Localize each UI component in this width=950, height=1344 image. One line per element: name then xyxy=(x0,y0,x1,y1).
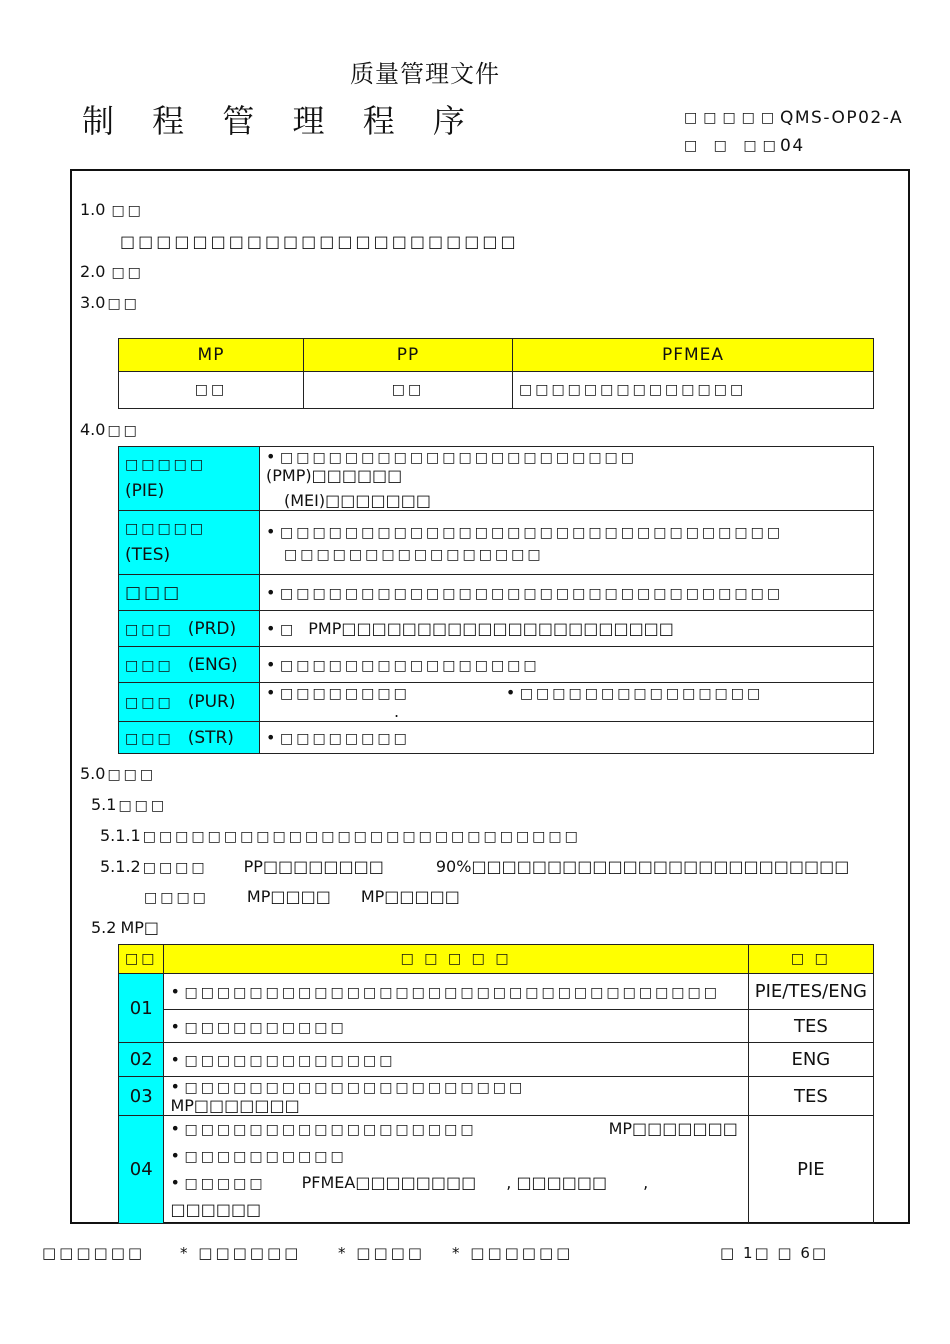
bullet-icon: • xyxy=(170,1016,180,1036)
step-owner: ENG xyxy=(748,1043,873,1077)
duty-text: □□□□□□□□ xyxy=(280,686,410,702)
role-code: (STR) xyxy=(187,727,234,748)
table-row xyxy=(119,447,874,511)
subsection-5-2-heading xyxy=(91,918,159,937)
duty-cell xyxy=(260,683,874,722)
duty-cell xyxy=(260,575,874,611)
footer-note-2: * □□□□□□ xyxy=(180,1244,302,1262)
duty-cell xyxy=(260,447,874,511)
step-text: □□□□□□□□□□□□□□□□□□ xyxy=(184,1122,477,1138)
bullet-icon: • xyxy=(170,1173,180,1192)
bullet-icon: • xyxy=(266,619,276,638)
section-5-heading xyxy=(80,764,156,783)
section-4-heading xyxy=(80,420,140,439)
table-header-row xyxy=(119,945,874,974)
step-text: , □□□□□□ xyxy=(506,1173,608,1192)
table-row xyxy=(119,1077,874,1116)
bullet-icon: • xyxy=(505,683,516,702)
duty-cell xyxy=(260,647,874,683)
doc-number: QMS-OP02-A xyxy=(780,108,904,128)
role-cell: □□□ xyxy=(119,575,260,611)
duty-text: □□□□□□□□ xyxy=(280,731,410,747)
table-header-cell: MP xyxy=(119,339,304,372)
definitions-table xyxy=(118,338,874,409)
section-number: 2.0 xyxy=(80,262,106,281)
paragraph-text: □□□□ xyxy=(142,860,208,876)
footer-note-1: □□□□□□ xyxy=(42,1244,146,1262)
table-row xyxy=(119,372,874,409)
mp-table xyxy=(118,944,874,1224)
bullet-icon: • xyxy=(170,1050,180,1069)
table-cell: □□ xyxy=(304,372,513,409)
step-text: MP□□□□□□□ xyxy=(608,1119,738,1138)
duty-text: □□□□□□□□□□□□□□□□ xyxy=(280,658,540,674)
section-title: □□ xyxy=(107,296,140,312)
bullet-icon: • xyxy=(170,1119,180,1138)
duty-cell xyxy=(260,722,874,754)
footer-note-3: * □□□□ xyxy=(338,1244,425,1262)
section-title: □□□ xyxy=(118,798,168,814)
step-text: □□□□□□□□□□□□□ xyxy=(184,1053,396,1069)
step-text: □□□□□ xyxy=(184,1176,266,1192)
bullet-icon: • xyxy=(266,683,276,702)
table-cell xyxy=(164,1077,748,1116)
bullet-icon: • xyxy=(266,447,276,466)
section-number: 5.1 xyxy=(91,795,117,814)
step-owner: TES xyxy=(748,1010,873,1043)
document-title: 质量管理文件 xyxy=(350,60,500,88)
section-2-heading xyxy=(80,262,144,281)
role-cell xyxy=(119,447,260,511)
procedure-title: 制 程 管 理 程 序 xyxy=(82,102,479,140)
step-owner: PIE/TES/ENG xyxy=(748,974,873,1010)
bullet-icon: • xyxy=(266,522,276,541)
duty-text: □□□□□□□□□□□□□□□□□□□□□□□□□□□□□□□ xyxy=(280,525,784,541)
section-number: 5.2 xyxy=(91,918,117,937)
table-cell xyxy=(164,1116,748,1224)
paragraph-text: □□□□□□□□□□□□□□□□□□□□□□□□□□□ xyxy=(142,829,581,845)
duty-cell xyxy=(260,611,874,647)
section-title: □□ xyxy=(111,203,144,219)
paragraph-text: MP□□□□ xyxy=(246,887,331,906)
table-cell xyxy=(164,1010,748,1043)
role-code: (PRD) xyxy=(187,618,237,639)
step-number: 02 xyxy=(119,1043,164,1077)
table-cell: □□□□□□□□□□□□□□ xyxy=(513,372,874,409)
paragraph-text: 90%□□□□□□□□□□□□□□□□□□□□□□□□□ xyxy=(435,857,850,876)
bullet-icon: • xyxy=(170,1077,180,1096)
duty-text: (MEI)□□□□□□□ xyxy=(284,491,431,510)
bullet-icon: • xyxy=(170,982,180,1001)
table-row xyxy=(119,1010,874,1043)
section-number: 1.0 xyxy=(80,200,106,219)
step-number: 01 xyxy=(119,974,164,1043)
table-cell xyxy=(164,974,748,1010)
table-cell xyxy=(164,1043,748,1077)
table-row xyxy=(119,683,874,722)
role-cell xyxy=(119,511,260,575)
role-code: (ENG) xyxy=(187,654,238,675)
bullet-icon: • xyxy=(266,583,276,602)
table-header-cell: □ □ xyxy=(748,945,873,974)
bullet-icon: • xyxy=(266,655,276,674)
duty-text: □□□□□□□□□□□□□□□□□□□□□□□□□□□□□□□ xyxy=(280,586,784,602)
table-header-row xyxy=(119,339,874,372)
table-row xyxy=(119,1043,874,1077)
section-number: 4.0 xyxy=(80,420,106,439)
footer-note-4: * □□□□□□ xyxy=(452,1244,574,1262)
table-row xyxy=(119,511,874,575)
duty-text: (PMP)□□□□□□ xyxy=(266,466,403,485)
role-cell xyxy=(119,722,260,754)
table-row xyxy=(119,575,874,611)
step-text: □□□□□□□□□□ xyxy=(184,1019,347,1036)
role-name: □□□ xyxy=(125,621,174,638)
step-text: , □□□□□□ xyxy=(170,1173,649,1219)
table-header-cell: PP xyxy=(304,339,513,372)
table-header-cell: □□ xyxy=(119,945,164,974)
step-text: MP□□□□□□□ xyxy=(170,1096,300,1115)
table-header-cell: □ □ □ □ □ xyxy=(164,945,748,974)
role-name: □□□□□ xyxy=(125,456,207,473)
table-cell: □□ xyxy=(119,372,304,409)
duty-text: □ xyxy=(280,622,297,638)
subsection-5-1-1 xyxy=(100,826,581,845)
responsibilities-table xyxy=(118,446,874,754)
duty-cell xyxy=(260,511,874,575)
role-name: □□□□□ xyxy=(125,520,207,537)
table-row xyxy=(119,647,874,683)
bullet-icon: • xyxy=(266,728,276,747)
duty-text: □□□□□□□□□□□□□□□ xyxy=(519,686,764,702)
version-number: 04 xyxy=(780,136,805,156)
role-cell xyxy=(119,683,260,722)
section-1-heading xyxy=(80,200,144,219)
step-number: 03 xyxy=(119,1077,164,1116)
section-1-body: □□□□□□□□□□□□□□□□□□□□□□ xyxy=(120,232,519,251)
section-title: □□ xyxy=(107,423,140,439)
duty-text: . xyxy=(394,702,400,721)
step-text: □□□□□□□□□□ xyxy=(184,1149,347,1165)
step-text: □□□□□□□□□□□□□□□□□□□□□ xyxy=(184,1080,526,1096)
duty-text: PMP□□□□□□□□□□□□□□□□□□□□□□ xyxy=(308,619,674,638)
duty-text: □□□□□□□□□□□□□□□□□□□□□□ xyxy=(280,450,638,466)
table-row xyxy=(119,974,874,1010)
role-cell xyxy=(119,647,260,683)
step-text: PFMEA□□□□□□□□ xyxy=(301,1173,477,1192)
subsection-5-1-heading xyxy=(91,795,167,814)
section-title: □□ xyxy=(111,265,144,281)
version-label: □ □ □□ xyxy=(684,138,782,154)
section-title: MP□ xyxy=(120,918,160,937)
doc-number-label: □□□□□ xyxy=(684,110,781,126)
bullet-icon: • xyxy=(170,1146,180,1165)
step-owner: TES xyxy=(748,1077,873,1116)
page-number: □ 1□ □ 6□ xyxy=(720,1244,829,1262)
role-name: □□□ xyxy=(125,730,174,747)
step-text: □□□□□□□□□□□□□□□□□□□□□□□□□□□□□□□□□ xyxy=(184,985,720,1001)
role-name: □□□ xyxy=(125,657,174,674)
role-code: (PUR) xyxy=(187,692,236,712)
table-row xyxy=(119,722,874,754)
step-number: 04 xyxy=(119,1116,164,1224)
paragraph-text: PP□□□□□□□□ xyxy=(243,857,384,876)
table-header-cell: PFMEA xyxy=(513,339,874,372)
subsection-5-1-2 xyxy=(100,857,849,876)
role-cell xyxy=(119,611,260,647)
section-3-heading xyxy=(80,293,140,312)
section-number: 5.0 xyxy=(80,764,106,783)
step-owner: PIE xyxy=(748,1116,873,1224)
section-number: 5.1.2 xyxy=(100,857,141,876)
paragraph-text: □□□□ xyxy=(144,890,209,906)
subsection-5-1-2-continued xyxy=(138,887,460,906)
table-row xyxy=(119,1116,874,1224)
role-name: □□□ xyxy=(125,695,174,711)
section-number: 3.0 xyxy=(80,293,106,312)
section-title: □□□ xyxy=(107,767,157,783)
role-code: (TES) xyxy=(125,544,171,565)
section-number: 5.1.1 xyxy=(100,826,141,845)
role-code: (PIE) xyxy=(125,480,165,501)
table-row xyxy=(119,611,874,647)
duty-text: □□□□□□□□□□□□□□□□ xyxy=(284,547,544,563)
paragraph-text: MP□□□□□ xyxy=(360,887,460,906)
